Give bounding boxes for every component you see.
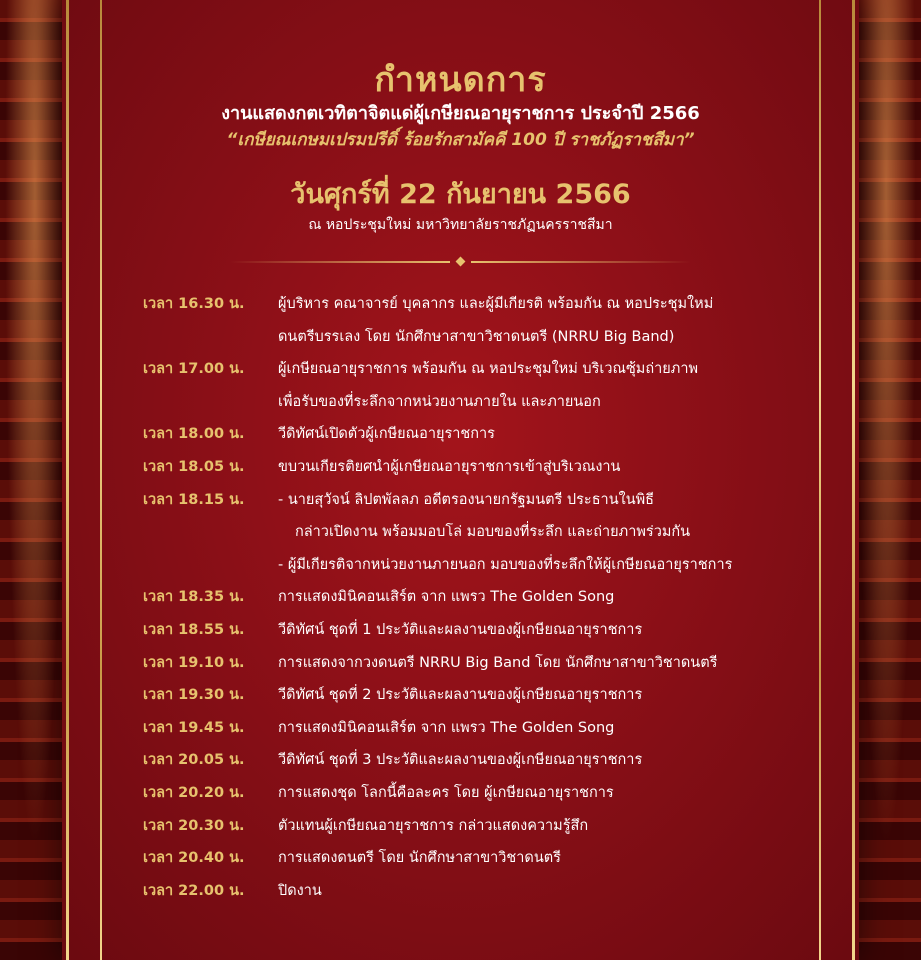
schedule-description [278, 614, 833, 647]
schedule-description [278, 842, 833, 875]
schedule-time: เวลา 22.00 น. [143, 882, 245, 899]
schedule-item [143, 875, 833, 908]
schedule-description [278, 581, 833, 614]
schedule-line: เพื่อรับของที่ระลึกจากหน่วยงานภายใน และภายนอก [278, 393, 601, 410]
schedule-description [278, 810, 833, 843]
divider-line-right [471, 261, 691, 263]
schedule-time: เวลา 18.55 น. [143, 621, 245, 638]
poster-title: กำหนดการ [374, 61, 547, 99]
schedule-description [278, 647, 833, 680]
schedule-line: ตัวแทนผู้เกษียณอายุราชการ กล่าวแสดงความรู้สึก [278, 817, 589, 834]
schedule-item [143, 744, 833, 777]
schedule-line: กล่าวเปิดงาน พร้อมมอบโล่ มอบของที่ระลึก และถ่ายภาพร่วมกัน [295, 524, 691, 541]
schedule-line: วีดิทัศน์ ชุดที่ 2 ประวัติและผลงานของผู้เกษียณอายุราชการ [278, 687, 643, 704]
schedule-line: การแสดงจากวงดนตรี NRRU Big Band โดย นักศึกษาสาขาวิชาดนตรี [278, 654, 718, 671]
schedule-description [278, 451, 833, 484]
schedule-description [278, 777, 833, 810]
schedule-time: เวลา 18.05 น. [143, 458, 245, 475]
schedule-description [278, 288, 833, 353]
schedule-item [143, 647, 833, 680]
schedule-time: เวลา 20.30 น. [143, 817, 245, 834]
schedule-line: ดนตรีบรรเลง โดย นักศึกษาสาขาวิชาดนตรี (NRRU Big Band) [278, 328, 675, 345]
schedule-line: การแสดงมินิคอนเสิร์ต จาก แพรว The Golden Song [278, 719, 615, 736]
schedule-time: เวลา 18.35 น. [143, 589, 245, 606]
divider-line-left [230, 261, 450, 263]
schedule-line: ผู้เกษียณอายุราชการ พร้อมกัน ณ หอประชุมใหม่ บริเวณซุ้มถ่ายภาพ [278, 361, 699, 378]
schedule-line: การแสดงชุด โลกนี้คือละคร โดย ผู้เกษียณอายุราชการ [278, 784, 614, 801]
event-subtitle: งานแสดงกตเวทิตาจิตแด่ผู้เกษียณอายุราชการ ประจำปี 2566 [221, 103, 700, 124]
schedule-description [278, 712, 833, 745]
schedule-item [143, 679, 833, 712]
schedule-line: ปิดงาน [278, 882, 322, 899]
schedule-description [278, 353, 833, 418]
schedule-line: วีดิทัศน์เปิดตัวผู้เกษียณอายุราชการ [278, 426, 495, 443]
schedule-time: เวลา 19.30 น. [143, 687, 245, 704]
schedule-description [278, 679, 833, 712]
theater-background-right [851, 0, 921, 960]
schedule-item [143, 581, 833, 614]
schedule-time: เวลา 20.20 น. [143, 784, 245, 801]
schedule-item [143, 353, 833, 418]
schedule-list [143, 288, 833, 907]
schedule-time: เวลา 18.00 น. [143, 426, 245, 443]
schedule-time: เวลา 20.40 น. [143, 850, 245, 867]
schedule-item [143, 288, 833, 353]
schedule-time: เวลา 16.30 น. [143, 296, 245, 312]
schedule-line: - นายสุวัจน์ ลิปตพัลลภ อดีตรองนายกรัฐมนตรี ประธานในพิธี [278, 491, 655, 508]
event-theme: “เกษียณเกษมเปรมปรีดิ์ ร้อยรักสามัคคี 100 ปี ราชภัฏราชสีมา” [226, 130, 695, 150]
schedule-line: วีดิทัศน์ ชุดที่ 1 ประวัติและผลงานของผู้เกษียณอายุราชการ [278, 621, 643, 638]
schedule-line: ผู้บริหาร คณาจารย์ บุคลากร และผู้มีเกียรติ พร้อมกัน ณ หอประชุมใหม่ [278, 296, 714, 312]
schedule-item [143, 484, 833, 582]
theater-background-left [0, 0, 70, 960]
schedule-item [143, 712, 833, 745]
schedule-time: เวลา 19.10 น. [143, 654, 245, 671]
schedule-item [143, 777, 833, 810]
schedule-line: ขบวนเกียรติยศนำผู้เกษียณอายุราชการเข้าสู่บริเวณงาน [278, 458, 621, 475]
schedule-line: การแสดงมินิคอนเสิร์ต จาก แพรว The Golden Song [278, 589, 615, 606]
schedule-time: เวลา 19.45 น. [143, 719, 245, 736]
schedule-line: การแสดงดนตรี โดย นักศึกษาสาขาวิชาดนตรี [278, 850, 561, 867]
schedule-item [143, 842, 833, 875]
schedule-item [143, 418, 833, 451]
schedule-description [278, 875, 833, 908]
schedule-description [278, 418, 833, 451]
event-date: วันศุกร์ที่ 22 กันยายน 2566 [290, 179, 631, 210]
schedule-item [143, 614, 833, 647]
schedule-time: เวลา 17.00 น. [143, 361, 245, 378]
schedule-item [143, 810, 833, 843]
divider-diamond [456, 257, 466, 267]
schedule-description [278, 484, 833, 582]
schedule-time: เวลา 18.15 น. [143, 491, 245, 508]
ornamental-divider [230, 259, 691, 265]
schedule-description [278, 744, 833, 777]
schedule-time: เวลา 20.05 น. [143, 752, 245, 769]
schedule-item [143, 451, 833, 484]
schedule-line: - ผู้มีเกียรติจากหน่วยงานภายนอก มอบของที่ระลึกให้ผู้เกษียณอายุราชการ [278, 556, 733, 573]
event-venue: ณ หอประชุมใหม่ มหาวิทยาลัยราชภัฏนครราชสีมา [308, 217, 613, 233]
schedule-line: วีดิทัศน์ ชุดที่ 3 ประวัติและผลงานของผู้เกษียณอายุราชการ [278, 752, 643, 769]
